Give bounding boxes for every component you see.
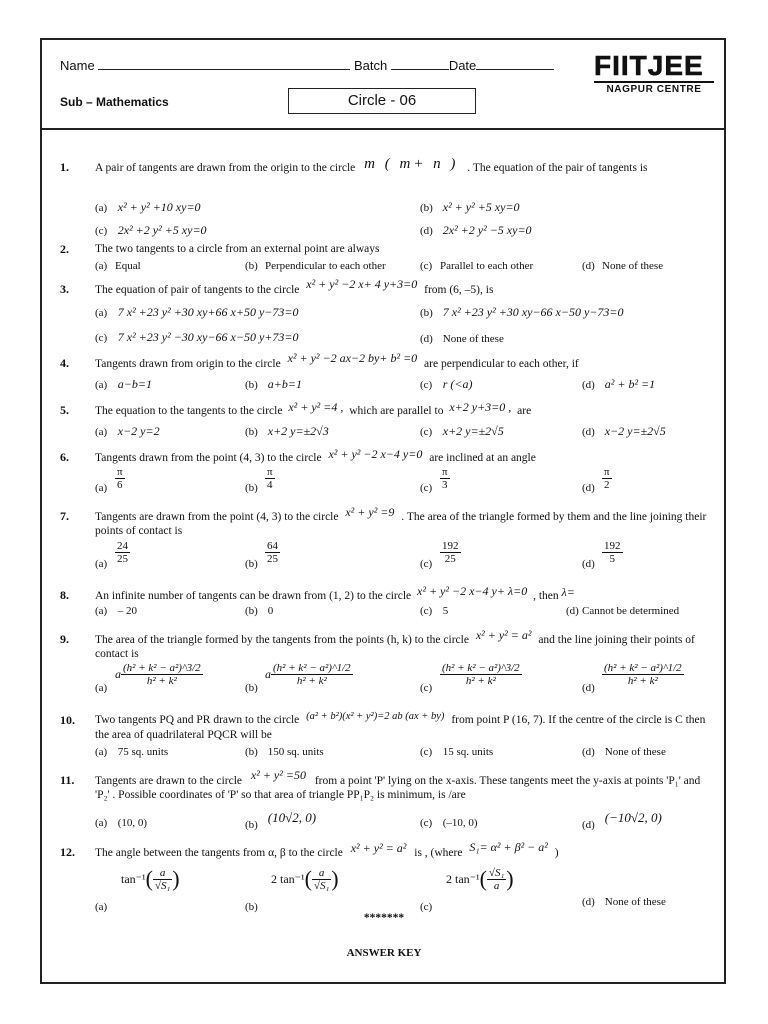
option-text: x−2 y=±2√5	[604, 424, 666, 438]
option-fraction	[440, 662, 522, 687]
option-3b[interactable]	[420, 305, 624, 320]
option-label: (b)	[245, 426, 258, 438]
option-text: a² + b² =1	[604, 377, 656, 391]
question-number: 6.	[60, 450, 69, 464]
option-5d[interactable]	[582, 424, 666, 439]
option-label: (b)	[245, 900, 258, 913]
fraction-numerator: (h² + k² − a²)^1/2	[604, 662, 682, 674]
option-label: (b)	[245, 605, 258, 617]
option-8d[interactable]	[566, 605, 679, 617]
option-12b[interactable]: (b)2 tan⁻¹( $\frac{a}{\text{√S₁}}$ )	[245, 866, 339, 913]
fraction-denominator: a	[493, 879, 500, 892]
question-number: 5.	[60, 403, 69, 417]
fraction-denominator: 6	[117, 479, 123, 491]
option-text: 15 sq. units	[442, 746, 494, 758]
option-prefix: a	[115, 667, 121, 681]
option-7b[interactable]	[245, 540, 280, 571]
question-stem: Tangents drawn from the point (4, 3) to the circle	[95, 452, 322, 464]
option-label: (c)	[420, 379, 433, 391]
option-8c[interactable]	[420, 605, 448, 617]
question-tail: . The area of the triangle formed by them and the line joining their points of contact is	[95, 511, 707, 537]
option-label: (a)	[95, 202, 108, 214]
option-label: (c)	[420, 426, 433, 438]
option-label: (a)	[95, 558, 108, 571]
option-10a[interactable]	[95, 746, 168, 758]
option-label: (d)	[582, 746, 595, 758]
question-math-2: x+2 y+3=0 ,	[449, 400, 512, 414]
option-text: x² + y² +5 xy=0	[442, 200, 520, 214]
option-text: None of these	[604, 746, 666, 758]
question-math: x² + y² −2 x−4 y=0	[328, 447, 423, 461]
name-field	[60, 57, 554, 73]
name-label: Name	[60, 58, 95, 73]
fraction-denominator: 3	[442, 479, 448, 491]
option-4c[interactable]	[420, 377, 473, 392]
question-math: (a² + b²)(x² + y²)=2 ab (ax + by)	[306, 711, 445, 722]
option-label: (b)	[245, 482, 258, 495]
option-text: 5	[442, 605, 449, 617]
option-text: 2x² +2 y² +5 xy=0	[117, 223, 207, 237]
option-label: (b)	[245, 379, 258, 391]
question-text	[95, 400, 707, 418]
option-text: x−2 y=2	[117, 424, 160, 438]
option-fraction	[153, 867, 172, 892]
question-stem: The equation of pair of tangents to the circle	[95, 284, 300, 296]
question-stem: Two tangents PQ and PR drawn to the circle	[95, 714, 300, 726]
question-stem: An infinite number of tangents can be drawn from (1, 2) to the circle	[95, 590, 412, 602]
option-text: None of these	[604, 896, 666, 908]
question-tail: , then	[533, 590, 559, 602]
date-blank	[476, 57, 554, 70]
question-number: 7.	[60, 509, 69, 523]
question-number: 1.	[60, 160, 69, 174]
option-prefix: 2 tan⁻¹	[446, 871, 480, 886]
option-3d[interactable]	[420, 333, 504, 345]
option-3a[interactable]	[95, 305, 299, 320]
option-9c[interactable]	[420, 662, 522, 695]
fraction-numerator: √S₁	[488, 866, 505, 879]
option-prefix: 2 tan⁻¹	[271, 871, 305, 886]
option-label: (d)	[582, 260, 595, 272]
question-tail: is , (where	[414, 847, 463, 859]
option-text: a−b=1	[117, 377, 152, 391]
option-1a[interactable]	[95, 200, 201, 215]
question-stem: A pair of tangents are drawn from the origin to the circle	[95, 162, 356, 174]
fraction-denominator: 5	[609, 553, 615, 565]
option-10c[interactable]	[420, 746, 493, 758]
subject-label: Sub – Mathematics	[60, 95, 169, 109]
question-number: 2.	[60, 242, 69, 256]
option-9a[interactable]	[95, 662, 203, 695]
option-1b[interactable]	[420, 200, 520, 215]
option-fraction	[121, 662, 203, 687]
fraction-denominator: h² + k²	[296, 675, 327, 687]
option-text: None of these	[602, 260, 664, 272]
option-label: (c)	[420, 482, 433, 495]
option-text: Parallel to each other	[440, 260, 534, 272]
option-label: (a)	[95, 605, 108, 617]
question-number: 12.	[60, 845, 75, 859]
question-number: 3.	[60, 282, 69, 296]
question-text	[95, 584, 707, 603]
fraction-denominator: 25	[444, 553, 456, 565]
batch-label: Batch	[353, 58, 388, 73]
question-tail: from (6, –5), is	[424, 284, 494, 296]
question-stem: Tangents are drawn to the circle	[95, 775, 243, 787]
fraction-numerator: 192	[604, 540, 621, 552]
option-label: (a)	[95, 307, 108, 319]
question-tail: . The equation of the pair of tangents is	[467, 162, 648, 174]
question-math: x² + y² = a²	[350, 841, 407, 855]
option-7c[interactable]	[420, 540, 461, 571]
option-fraction	[265, 466, 275, 491]
option-5b[interactable]	[245, 424, 329, 439]
option-6a[interactable]	[95, 466, 125, 495]
option-text: 7 x² +23 y² +30 xy+66 x+50 y−73=0	[117, 305, 299, 319]
fraction-denominator: √S₁	[154, 879, 171, 892]
option-6d[interactable]	[582, 466, 612, 495]
option-fraction	[271, 662, 353, 687]
option-text: 150 sq. units	[267, 746, 324, 758]
option-4d[interactable]	[582, 377, 655, 392]
fraction-numerator: a	[312, 867, 331, 880]
option-text: – 20	[117, 605, 137, 617]
question-tail: are perpendicular to each other, if	[424, 358, 579, 370]
fraction-numerator: 64	[267, 540, 278, 552]
fraction-numerator: a	[153, 867, 172, 880]
option-fraction	[312, 867, 331, 892]
option-label: (b)	[245, 682, 258, 695]
option-label: (b)	[245, 819, 258, 831]
option-10b[interactable]	[245, 746, 324, 758]
option-text: 7 x² +23 y² −30 xy−66 x−50 y+73=0	[117, 330, 299, 344]
option-text: (–10, 0)	[442, 817, 478, 829]
question-stem: The area of the triangle formed by the tangents from the points (h, k) to the circle	[95, 634, 469, 646]
fraction-numerator: π	[604, 466, 610, 478]
option-label: (c)	[420, 558, 433, 571]
option-label: (a)	[95, 900, 108, 913]
question-tail-2: )	[554, 847, 559, 859]
option-label: (d)	[582, 482, 595, 495]
question-text	[95, 628, 707, 661]
option-fraction	[440, 540, 461, 565]
option-1c[interactable]	[95, 223, 207, 238]
fiitjee-logo	[594, 52, 714, 95]
question-stem: The equation to the tangents to the circle	[95, 405, 283, 417]
option-text: 0	[267, 605, 274, 617]
option-11b[interactable]	[245, 810, 317, 831]
question-number: 9.	[60, 632, 69, 646]
date-label: Date	[448, 58, 477, 73]
option-fraction	[487, 867, 506, 892]
option-10d[interactable]	[582, 746, 666, 758]
option-fraction	[602, 466, 612, 491]
option-9b[interactable]	[245, 662, 353, 695]
question-number: 4.	[60, 356, 69, 370]
logo-main: FIITJEE	[594, 50, 704, 81]
option-8a[interactable]	[95, 605, 137, 617]
option-label: (b)	[245, 558, 258, 571]
question-text	[95, 840, 707, 860]
option-label: (c)	[420, 682, 433, 695]
option-prefix: tan⁻¹	[121, 871, 146, 886]
answer-key-heading: ANSWER KEY	[346, 947, 422, 959]
option-label: (d)	[582, 558, 595, 571]
option-label: (a)	[95, 682, 108, 695]
header-divider	[40, 128, 726, 130]
option-label: (d)	[420, 333, 433, 345]
option-label: (c)	[420, 746, 433, 758]
fraction-numerator: (h² + k² − a²)^3/2	[442, 662, 520, 674]
option-2b[interactable]	[245, 260, 386, 272]
option-fraction	[115, 466, 125, 491]
option-label: (c)	[420, 260, 433, 272]
option-label: (b)	[245, 746, 258, 758]
option-7d[interactable]	[582, 540, 623, 571]
question-number: 8.	[60, 588, 69, 602]
question-tail: and the line joining their points of contact is	[95, 634, 695, 660]
option-1d[interactable]	[420, 223, 532, 238]
question-math: x² + y² =50	[250, 768, 306, 782]
question-tail: from point P (16, 7). If the centre of the circle is C then the area of quadrilateral PQCR will be	[95, 714, 706, 741]
option-fraction	[440, 466, 450, 491]
option-fraction	[115, 540, 130, 565]
option-8b[interactable]	[245, 605, 273, 617]
option-5c[interactable]	[420, 424, 504, 439]
option-text: 7 x² +23 y² +30 xy−66 x−50 y−73=0	[442, 305, 624, 319]
option-label: (c)	[95, 332, 108, 344]
question-math-2: S₁= α² + β² − a²	[469, 840, 548, 854]
option-label: (d)	[582, 379, 595, 391]
fraction-numerator: 24	[117, 540, 128, 552]
option-label: (c)	[420, 605, 433, 617]
option-text: Cannot be determined	[582, 605, 680, 617]
fraction-numerator: (h² + k² − a²)^1/2	[273, 662, 351, 674]
option-5a[interactable]	[95, 424, 160, 439]
option-text: None of these	[442, 333, 504, 345]
question-tail: are inclined at an angle	[429, 452, 536, 464]
name-blank	[98, 57, 350, 70]
option-12d[interactable]	[582, 896, 666, 908]
fraction-numerator: (h² + k² − a²)^3/2	[123, 662, 201, 674]
fraction-denominator: 25	[267, 553, 278, 565]
question-math: x² + y² −2 x+ 4 y+3=0	[306, 277, 418, 291]
option-label: (d)	[582, 896, 595, 908]
option-label: (b)	[420, 307, 433, 319]
fraction-numerator: π	[117, 466, 123, 478]
question-math: x² + y² −2 x−4 y+ λ=0	[417, 584, 528, 598]
option-4b[interactable]	[245, 377, 302, 392]
option-label: (b)	[245, 260, 258, 272]
fraction-denominator: h² + k²	[465, 675, 496, 687]
page-title: Circle - 06	[288, 88, 476, 114]
option-text: r (<a)	[442, 377, 473, 391]
option-label: (d)	[582, 819, 595, 831]
option-11d[interactable]	[582, 810, 662, 831]
option-6b[interactable]	[245, 466, 275, 495]
question-number: 10.	[60, 713, 75, 727]
question-math: m ( m+ n )	[364, 156, 459, 172]
fraction-numerator: π	[267, 466, 273, 478]
option-9d[interactable]	[582, 662, 684, 695]
option-text: (−10√2, 0)	[604, 810, 662, 825]
option-fraction	[265, 540, 280, 565]
question-text	[95, 351, 707, 371]
option-label: (b)	[420, 202, 433, 214]
option-12c[interactable]: (c)2 tan⁻¹( $\frac{\text{√S₁}}{a}$ )	[420, 866, 514, 913]
fraction-numerator: 192	[442, 540, 459, 552]
option-12a[interactable]: (a)tan⁻¹( $\frac{a}{\text{√S₁}}$ )	[95, 866, 180, 913]
option-text: Equal	[115, 260, 141, 272]
question-text	[95, 768, 707, 802]
option-label: (d)	[582, 426, 595, 438]
option-7a[interactable]	[95, 540, 130, 571]
question-text	[95, 447, 707, 465]
question-text	[95, 156, 707, 175]
option-3c[interactable]	[95, 330, 299, 345]
fraction-numerator: π	[442, 466, 448, 478]
option-label: (a)	[95, 379, 108, 391]
option-text: Perpendicular to each other	[265, 260, 386, 272]
option-label: (c)	[420, 900, 433, 913]
option-label: (a)	[95, 260, 108, 272]
option-label: (a)	[95, 426, 108, 438]
option-11a[interactable]	[95, 817, 147, 829]
option-text: (10√2, 0)	[267, 810, 317, 825]
option-text: 75 sq. units	[117, 746, 169, 758]
question-tail: which are parallel to	[349, 405, 444, 417]
fraction-denominator: √S₁	[313, 879, 330, 892]
option-4a[interactable]	[95, 377, 152, 392]
option-text: (10, 0)	[117, 817, 148, 829]
option-label: (d)	[582, 682, 595, 695]
option-text: x² + y² +10 xy=0	[117, 200, 201, 214]
option-text: x+2 y=±2√3	[267, 424, 329, 438]
question-text	[95, 713, 707, 742]
option-11c[interactable]	[420, 817, 478, 829]
fraction-denominator: h² + k²	[627, 675, 658, 687]
option-label: (a)	[95, 817, 108, 829]
option-fraction	[602, 540, 623, 565]
fraction-denominator: 4	[267, 479, 273, 491]
option-text: x+2 y=±2√5	[442, 424, 504, 438]
option-label: (a)	[95, 746, 108, 758]
option-2a[interactable]	[95, 260, 141, 272]
option-label: (c)	[420, 817, 433, 829]
question-text	[95, 277, 707, 297]
end-stars: *******	[363, 912, 405, 924]
option-text: 2x² +2 y² −5 xy=0	[442, 223, 532, 237]
option-2d[interactable]	[582, 260, 663, 272]
question-stem: The angle between the tangents from α, β to the circle	[95, 847, 343, 859]
option-label: (a)	[95, 482, 108, 495]
option-label: (d)	[566, 605, 579, 617]
question-number: 11.	[60, 773, 75, 787]
fraction-denominator: 2	[604, 479, 610, 491]
fraction-denominator: h² + k²	[146, 675, 177, 687]
question-text	[95, 505, 707, 538]
question-text: The two tangents to a circle from an external point are always	[95, 243, 380, 255]
option-prefix: a	[265, 667, 271, 681]
batch-blank	[391, 57, 449, 70]
question-math: x² + y² =9	[345, 505, 395, 519]
question-math: x² + y² −2 ax−2 by+ b² =0	[287, 351, 418, 365]
option-6c[interactable]	[420, 466, 450, 495]
option-label: (d)	[420, 225, 433, 237]
question-math-2: λ=	[561, 585, 575, 599]
option-label: (c)	[95, 225, 108, 237]
question-math: x² + y² =4 ,	[288, 400, 344, 414]
option-fraction	[602, 662, 684, 687]
question-stem: Tangents are drawn from the point (4, 3) to the circle	[95, 511, 339, 523]
logo-sub: NAGPUR CENTRE	[594, 81, 714, 95]
question-tail-2: are	[517, 405, 532, 417]
fraction-denominator: 25	[117, 553, 128, 565]
question-math: x² + y² = a²	[475, 628, 532, 642]
question-tail: from a point 'P' lying on the x-axis. These tangents meet the y-axis at points 'P₁' and 'P₂' . Possible coordinates of 'P' so that area of triangle PP₁P₂ is minimum, is /are	[95, 775, 701, 801]
option-2c[interactable]	[420, 260, 533, 272]
option-text: a+b=1	[267, 377, 302, 391]
question-stem: Tangents drawn from origin to the circle	[95, 358, 281, 370]
